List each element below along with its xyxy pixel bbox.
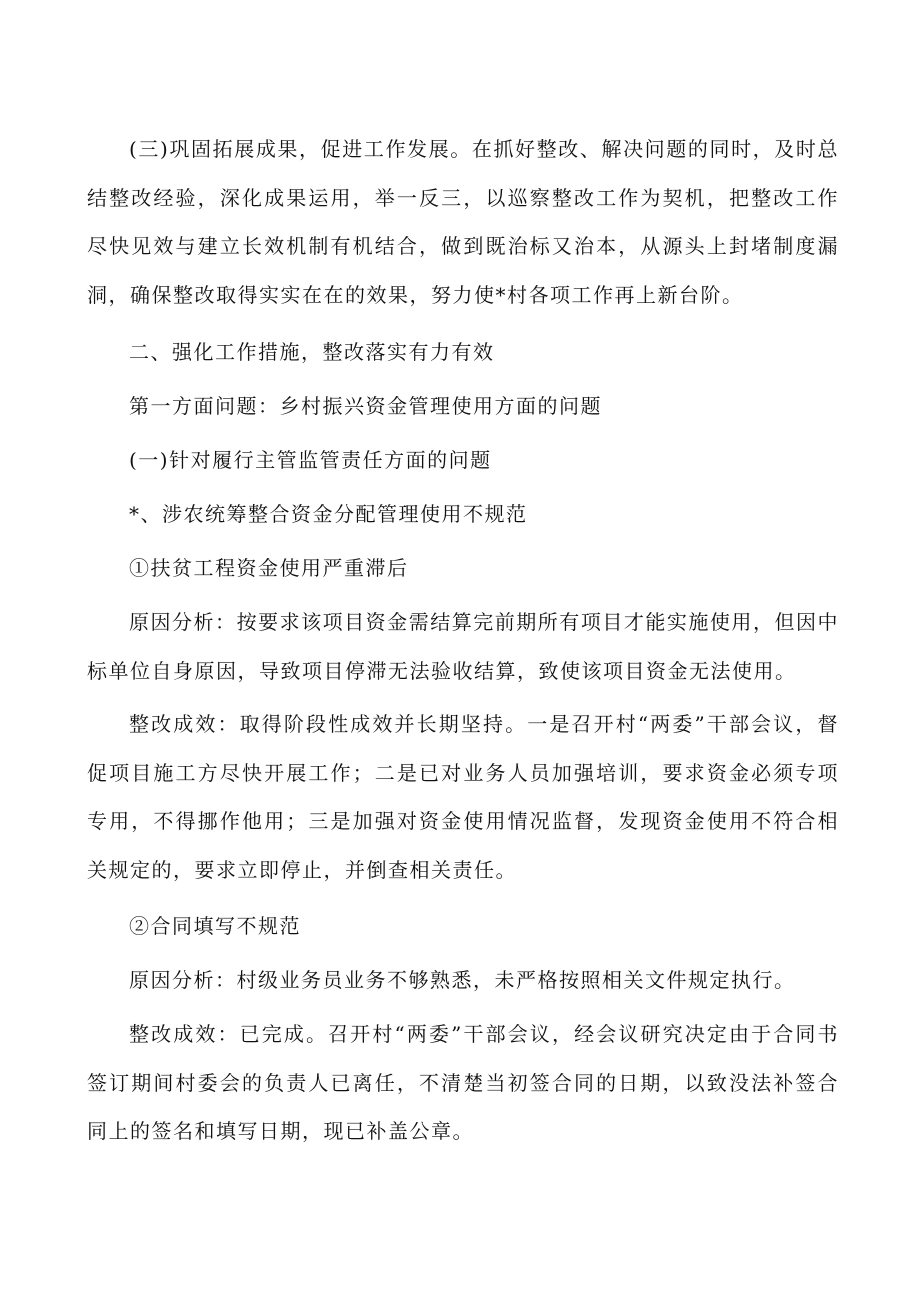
subsection-heading-one: (一)针对履行主管监管责任方面的问题 (129, 448, 492, 472)
issue-category-heading: 第一方面问题：乡村振兴资金管理使用方面的问题 (129, 394, 602, 418)
item-heading-funds: *、涉农统筹整合资金分配管理使用不规范 (129, 502, 528, 526)
issue-heading-2: ②合同填写不规范 (129, 914, 301, 938)
issue-heading-1: ①扶贫工程资金使用严重滞后 (129, 556, 409, 580)
rectification-result-1: 整改成效：取得阶段性成效并长期坚持。一是召开村“两委”干部会议，督促项目施工方尽快开展工作；二是已对业务人员加强培训，要求资金必须专项专用，不得挪作他用；三是加强对资金使用情况监督，发现资金使用不符合相关规定的，要求立即停止，并倒查相关责任。 (87, 712, 839, 882)
cause-analysis-1: 原因分析：按要求该项目资金需结算完前期所有项目才能实施使用，但因中标单位自身原因，导致项目停滞无法验收结算，致使该项目资金无法使用。 (87, 610, 839, 683)
section-heading-two: 二、强化工作措施，整改落实有力有效 (129, 340, 495, 364)
cause-analysis-2: 原因分析：村级业务员业务不够熟悉，未严格按照相关文件规定执行。 (129, 968, 796, 992)
paragraph-consolidate-results: (三)巩固拓展成果，促进工作发展。在抓好整改、解决问题的同时，及时总结整改经验，深化成果运用，举一反三，以巡察整改工作为契机，把整改工作尽快见效与建立长效机制有机结合，做到既治标又治本，从源头上封堵制度漏洞，确保整改取得实实在在的效果，努力使*村各项工作再上新台阶。 (87, 137, 839, 307)
rectification-result-2: 整改成效：已完成。召开村“两委”干部会议，经会议研究决定由于合同书签订期间村委会的负责人已离任，不清楚当初签合同的日期，以致没法补签合同上的签名和填写日期，现已补盖公章。 (87, 1022, 839, 1143)
